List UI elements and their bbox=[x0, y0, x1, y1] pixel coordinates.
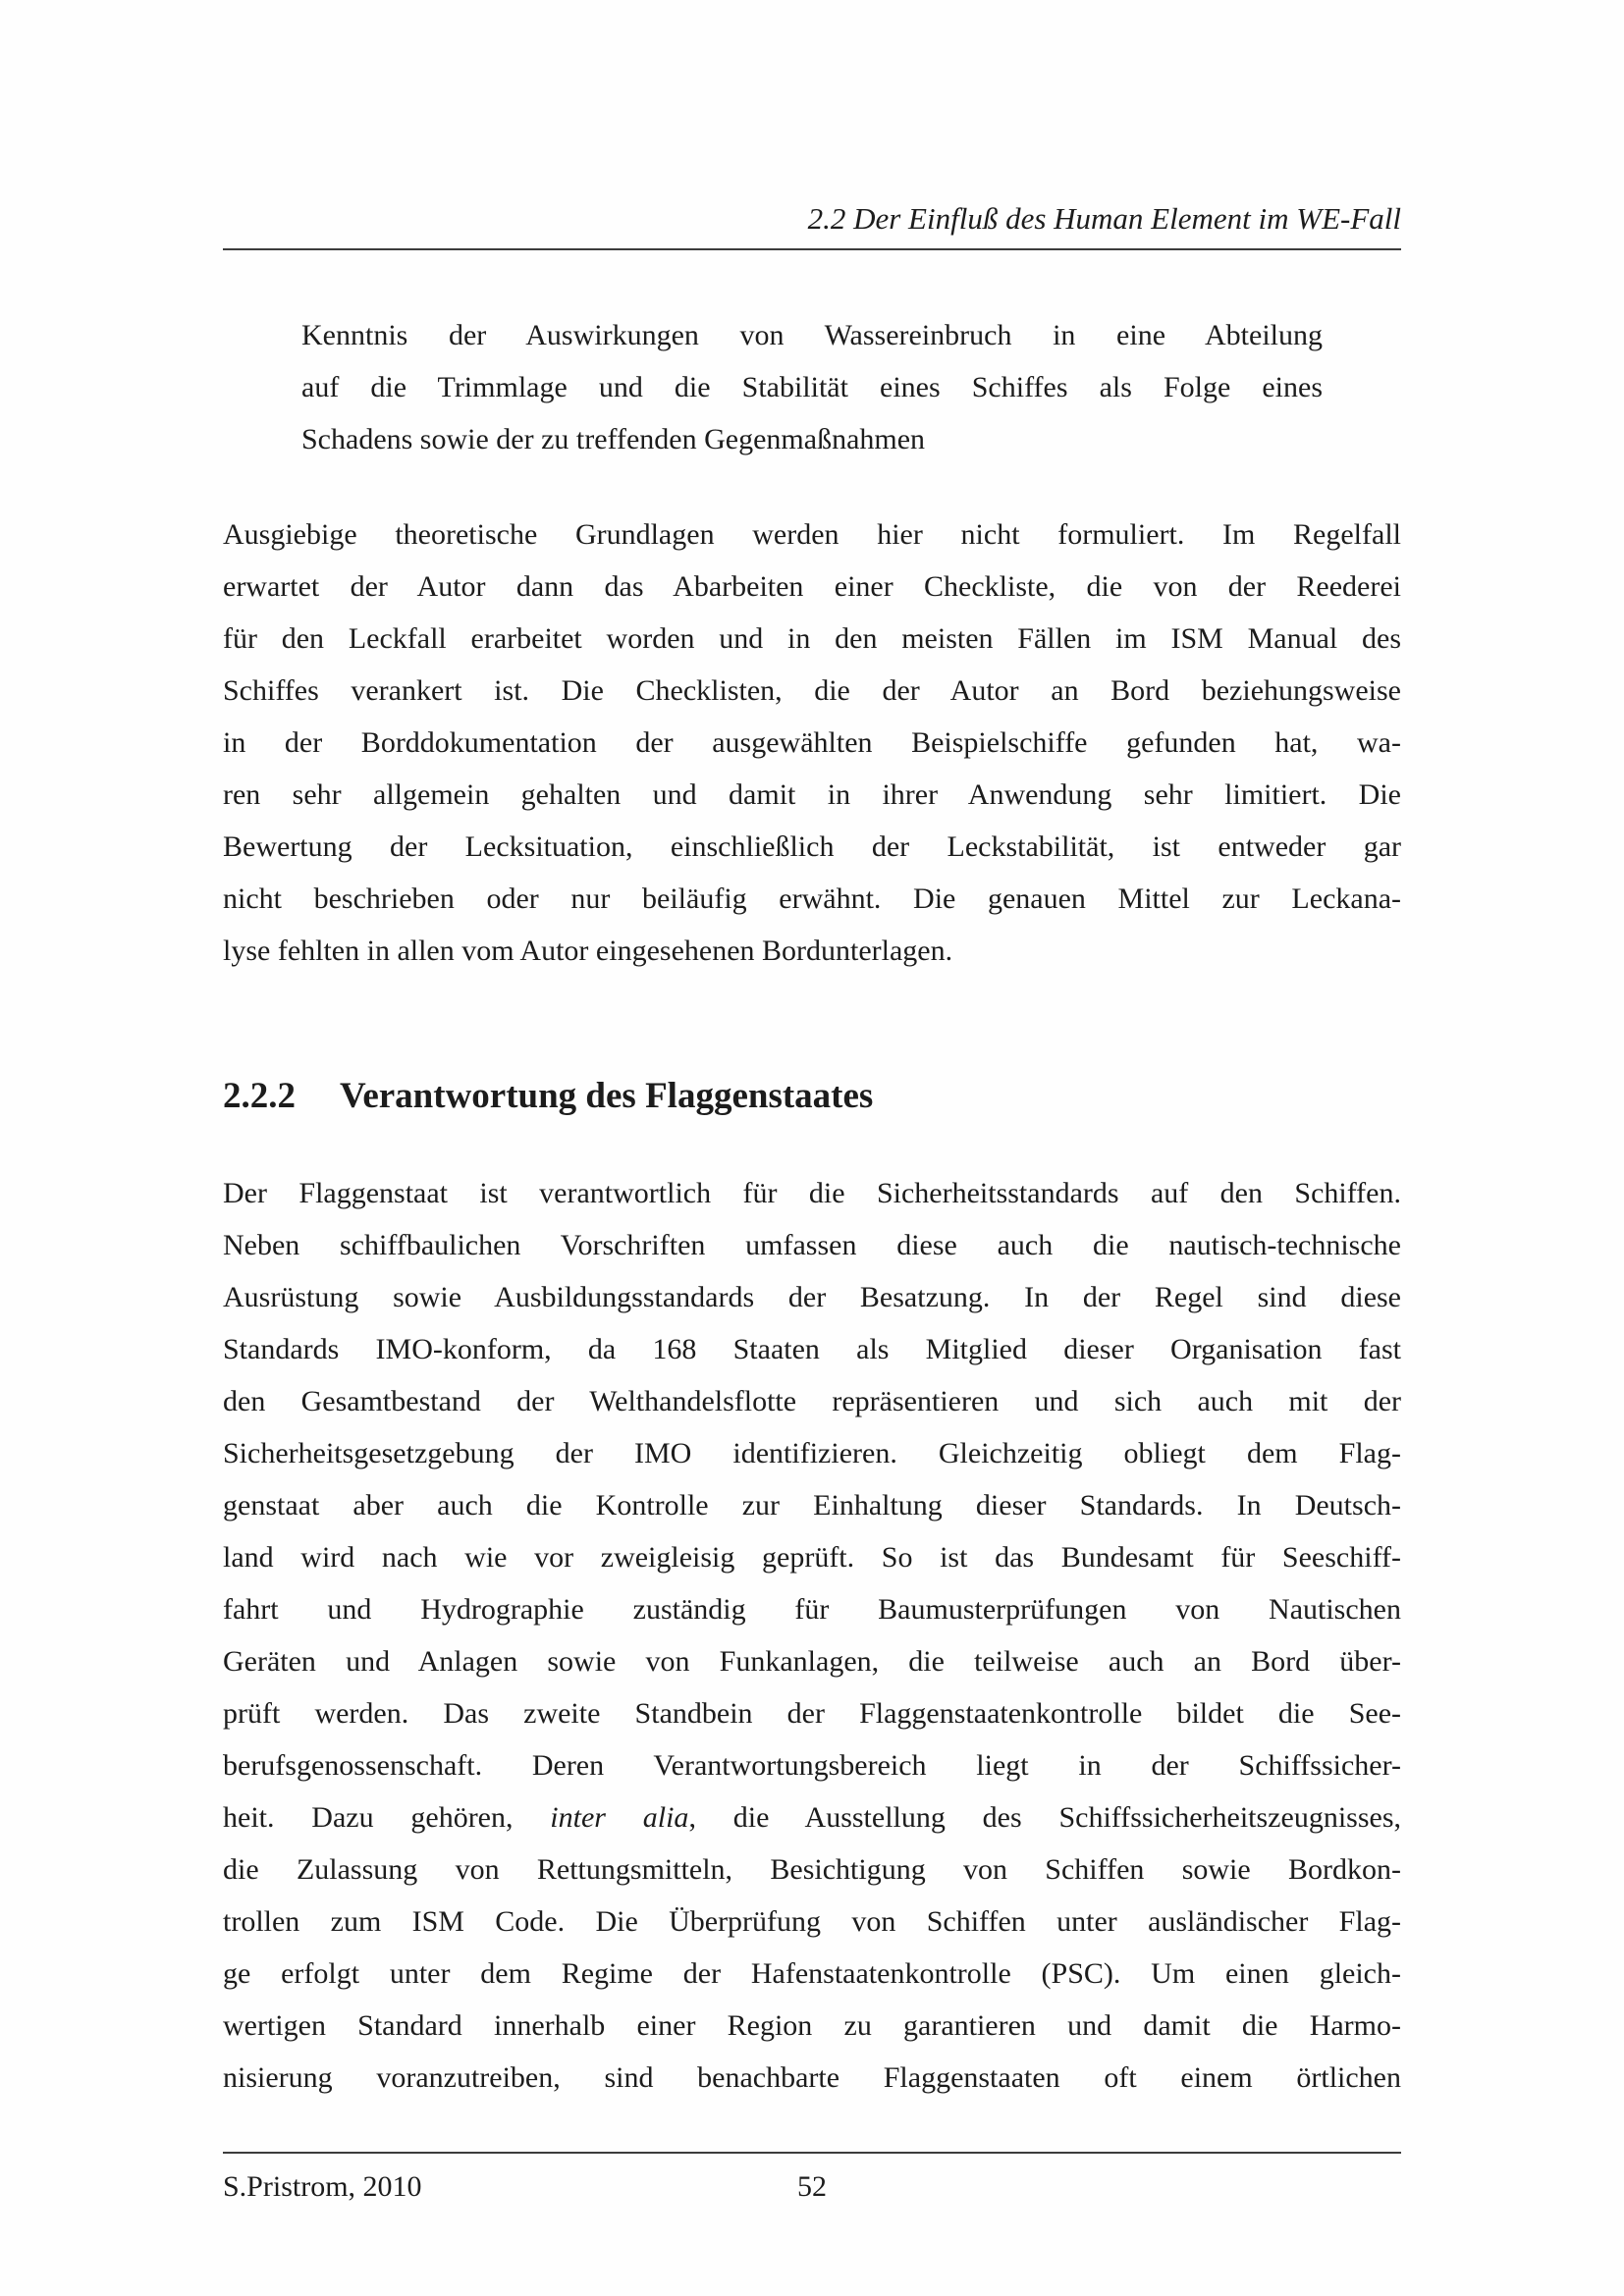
text-line: fahrt und Hydrographie zuständig für Baumusterprüfungen von Nautischen bbox=[223, 1593, 1401, 1626]
text-line: in der Borddokumentation der ausgewählten Beispielschiffe gefunden hat, wa- bbox=[223, 726, 1401, 759]
text-line: prüft werden. Das zweite Standbein der Flaggenstaatenkontrolle bildet die See- bbox=[223, 1697, 1401, 1730]
page-footer bbox=[223, 2152, 1401, 2205]
text-line: nisierung voranzutreiben, sind benachbarte Flaggenstaaten oft einem örtlichen bbox=[223, 2061, 1401, 2094]
text-line: Ausrüstung sowie Ausbildungsstandards der Besatzung. In der Regel sind diese bbox=[223, 1281, 1401, 1313]
text-line: ren sehr allgemein gehalten und damit in ihrer Anwendung sehr limitiert. Die bbox=[223, 778, 1401, 811]
text-line: Geräten und Anlagen sowie von Funkanlagen, die teilweise auch an Bord über- bbox=[223, 1645, 1401, 1678]
block-quote bbox=[301, 309, 1323, 465]
header-rule bbox=[223, 248, 1401, 250]
text-line: lyse fehlten in allen vom Autor eingesehenen Bordunterlagen. bbox=[223, 934, 953, 967]
text-line: Schiffes verankert ist. Die Checklisten, die der Autor an Bord beziehungsweise bbox=[223, 674, 1401, 707]
running-header-text: 2.2 Der Einfluß des Human Element im WE-Fall bbox=[807, 201, 1401, 236]
text-line: Bewertung der Lecksituation, einschließlich der Leckstabilität, ist entweder gar bbox=[223, 830, 1401, 863]
paragraph-2 bbox=[223, 1167, 1401, 2104]
text-line: Ausgiebige theoretische Grundlagen werden hier nicht formuliert. Im Regelfall bbox=[223, 518, 1401, 551]
text-line: heit. Dazu gehören, inter alia, die Ausstellung des Schiffssicherheitszeugnisses, bbox=[223, 1801, 1401, 1834]
section-heading bbox=[223, 1075, 1401, 1118]
section-title: Verantwortung des Flaggenstaates bbox=[340, 1076, 874, 1116]
text-line: Standards IMO-konform, da 168 Staaten als Mitglied dieser Organisation fast bbox=[223, 1333, 1401, 1365]
text-line: den Gesamtbestand der Welthandelsflotte repräsentieren und sich auch mit der bbox=[223, 1385, 1401, 1417]
text-line: trollen zum ISM Code. Die Überprüfung von Schiffen unter ausländischer Flag- bbox=[223, 1905, 1401, 1938]
page-number: 52 bbox=[797, 2170, 827, 2203]
text-line: Neben schiffbaulichen Vorschriften umfassen diese auch die nautisch-technische bbox=[223, 1229, 1401, 1261]
text-line: erwartet der Autor dann das Abarbeiten einer Checkliste, die von der Reederei bbox=[223, 570, 1401, 603]
text-line: für den Leckfall erarbeitet worden und in den meisten Fällen im ISM Manual des bbox=[223, 622, 1401, 655]
footer-author: S.Pristrom, 2010 bbox=[223, 2170, 422, 2203]
text-block bbox=[223, 0, 1401, 2104]
text-line: Sicherheitsgesetzgebung der IMO identifizieren. Gleichzeitig obliegt dem Flag- bbox=[223, 1437, 1401, 1469]
text-line: Kenntnis der Auswirkungen von Wassereinbruch in eine Abteilung bbox=[301, 319, 1323, 351]
text-line: berufsgenossenschaft. Deren Verantwortungsbereich liegt in der Schiffssicher- bbox=[223, 1749, 1401, 1782]
section-number: 2.2.2 bbox=[223, 1076, 296, 1116]
text-line: Schadens sowie der zu treffenden Gegenmaßnahmen bbox=[301, 423, 926, 455]
text-line: genstaat aber auch die Kontrolle zur Einhaltung dieser Standards. In Deutsch- bbox=[223, 1489, 1401, 1522]
text-line: nicht beschrieben oder nur beiläufig erwähnt. Die genauen Mittel zur Leckana- bbox=[223, 882, 1401, 915]
text-line: die Zulassung von Rettungsmitteln, Besichtigung von Schiffen sowie Bordkon- bbox=[223, 1853, 1401, 1886]
text-line: wertigen Standard innerhalb einer Region zu garantieren und damit die Harmo- bbox=[223, 2009, 1401, 2042]
running-header bbox=[223, 0, 1401, 250]
text-line: land wird nach wie vor zweigleisig geprüft. So ist das Bundesamt für Seeschiff- bbox=[223, 1541, 1401, 1574]
text-line: auf die Trimmlage und die Stabilität eines Schiffes als Folge eines bbox=[301, 371, 1323, 403]
text-line: Der Flaggenstaat ist verantwortlich für die Sicherheitsstandards auf den Schiffen. bbox=[223, 1177, 1401, 1209]
paragraph-1 bbox=[223, 508, 1401, 977]
text-line: ge erfolgt unter dem Regime der Hafenstaatenkontrolle (PSC). Um einen gleich- bbox=[223, 1957, 1401, 1990]
